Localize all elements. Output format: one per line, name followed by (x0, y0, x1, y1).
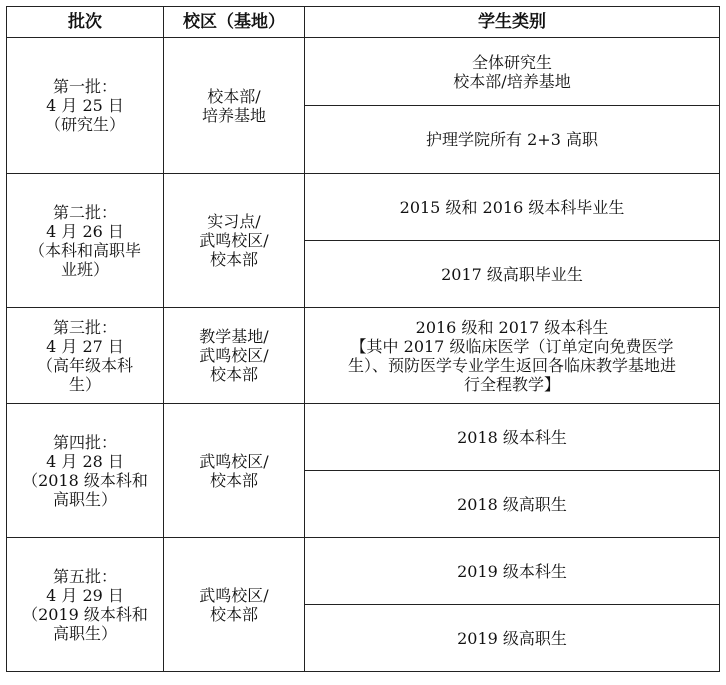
batch-cell: 第二批： 4 月 26 日 （本科和高职毕 业班） (7, 174, 164, 308)
return-schedule-table (6, 6, 720, 672)
campus-cell: 武鸣校区/ 校本部 (164, 538, 305, 672)
category-cell: 2019 级本科生 (305, 538, 720, 605)
header-batch: 批次 (7, 7, 164, 38)
batch-cell: 第四批： 4 月 28 日 （2018 级本科和 高职生） (7, 404, 164, 538)
batch-cell: 第一批： 4 月 25 日 （研究生） (7, 38, 164, 174)
table-row (7, 308, 720, 404)
batch-cell: 第五批： 4 月 29 日 （2019 级本科和 高职生） (7, 538, 164, 672)
category-cell: 护理学院所有 2+3 高职 (305, 106, 720, 174)
campus-cell: 校本部/ 培养基地 (164, 38, 305, 174)
batch-cell: 第三批： 4 月 27 日 （高年级本科 生） (7, 308, 164, 404)
table-row (7, 404, 720, 471)
category-cell: 2019 级高职生 (305, 605, 720, 672)
header-student-category: 学生类别 (305, 7, 720, 38)
campus-cell: 武鸣校区/ 校本部 (164, 404, 305, 538)
category-cell: 2018 级本科生 (305, 404, 720, 471)
campus-cell: 教学基地/ 武鸣校区/ 校本部 (164, 308, 305, 404)
table-row (7, 538, 720, 605)
header-row (7, 7, 720, 38)
category-cell: 2016 级和 2017 级本科生 【其中 2017 级临床医学（订单定向免费医学 生）、预防医学专业学生返回各临床教学基地进 行全程教学】 (305, 308, 720, 404)
campus-cell: 实习点/ 武鸣校区/ 校本部 (164, 174, 305, 308)
category-cell: 2017 级高职毕业生 (305, 241, 720, 308)
category-cell: 2018 级高职生 (305, 471, 720, 538)
category-cell: 全体研究生 校本部/培养基地 (305, 38, 720, 106)
table-row (7, 38, 720, 106)
table-row (7, 174, 720, 241)
header-campus: 校区（基地） (164, 7, 305, 38)
category-cell: 2015 级和 2016 级本科毕业生 (305, 174, 720, 241)
